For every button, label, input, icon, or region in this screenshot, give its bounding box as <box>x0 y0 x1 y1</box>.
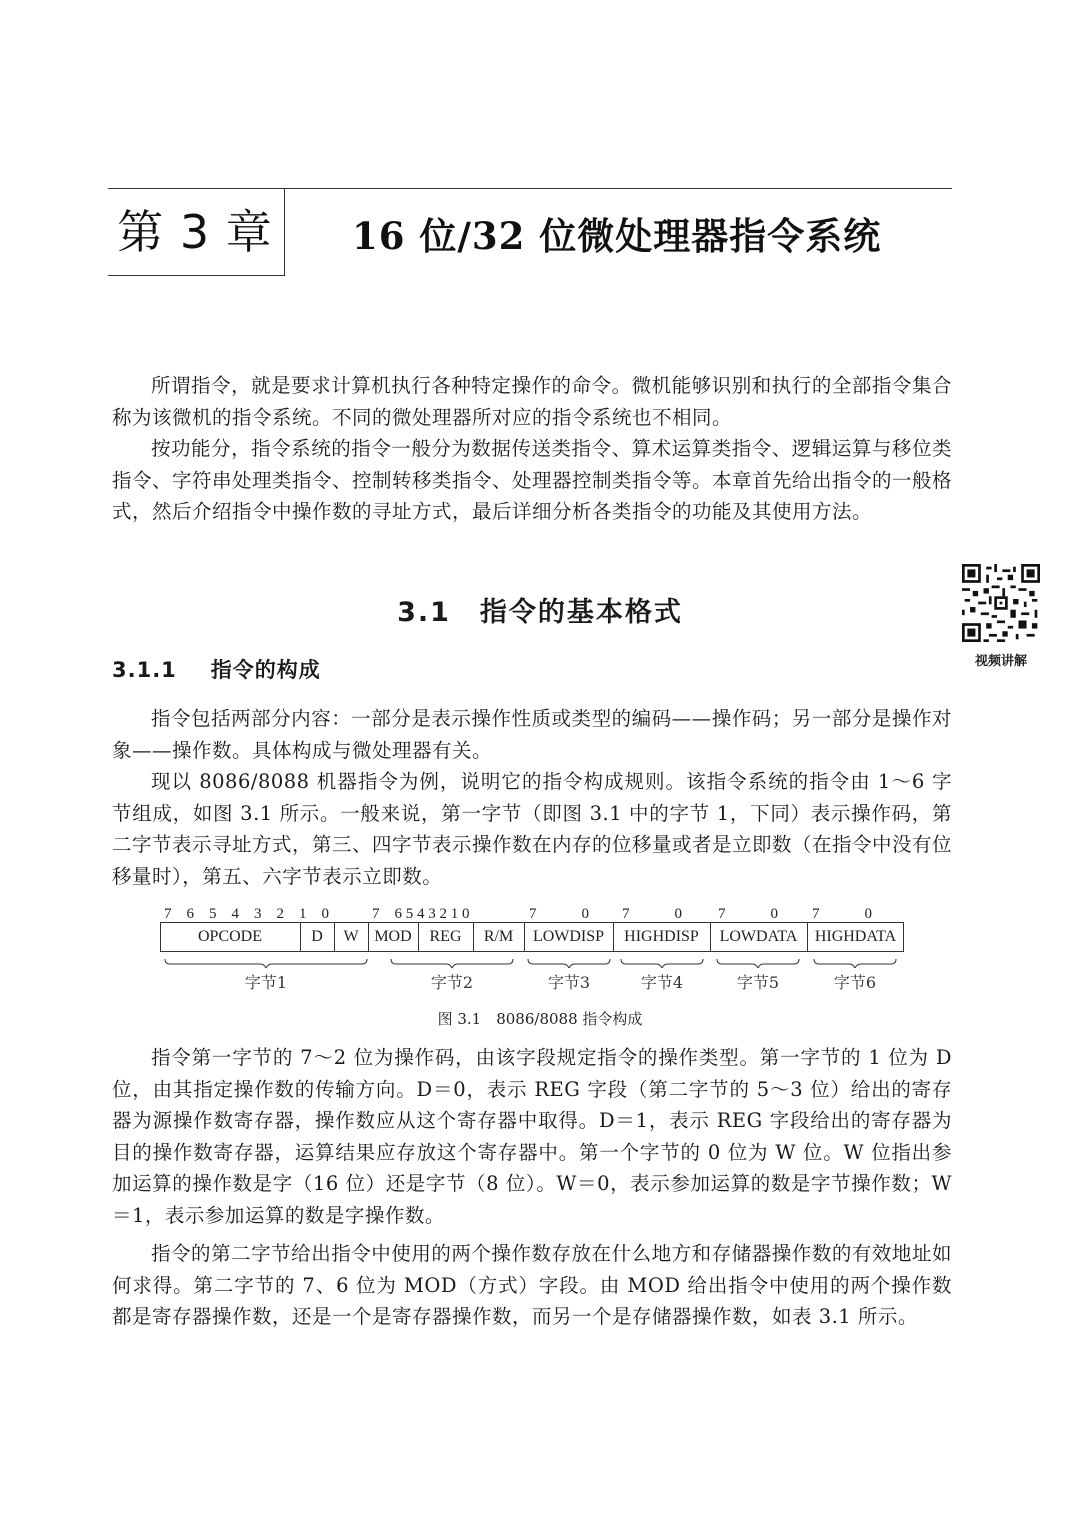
body-paragraph-2: 现以 8086/8088 机器指令为例，说明它的指令构成规则。该指令系统的指令由 1～6 字节组成，如图 3.1 所示。一般来说，第一字节（即图 3.1 中的字节 1，下同）表示操作码，第二字节表示寻址方式，第三、四字节表示操作数在内存的位移量或者是立即数（在指令中没有位移量时），第五、六字节表示立即数。 <box>112 770 953 888</box>
byte-label-3: 字节3 <box>547 973 591 992</box>
bit-label-byte6: 7 0 <box>812 906 873 922</box>
body-paragraph-1: 指令包括两部分内容：一部分是表示操作性质或类型的编码——操作码；另一部分是操作对象——操作数。具体构成与微处理器有关。 <box>112 707 952 762</box>
subsection-title <box>112 654 321 684</box>
chapter-header-rule <box>284 188 952 189</box>
field-lowdisp: LOWDISP <box>532 928 605 945</box>
field-d: D <box>311 928 323 945</box>
byte4-brace <box>620 958 704 968</box>
byte-label-6: 字节6 <box>833 973 877 992</box>
field-mod: MOD <box>374 928 412 945</box>
byte-label-2: 字节2 <box>430 973 474 992</box>
byte6-brace <box>813 958 897 968</box>
qr-code-icon[interactable] <box>962 564 1040 642</box>
field-lowdata: LOWDATA <box>719 928 798 945</box>
body-paragraph-4: 指令的第二字节给出指令中使用的两个操作数存放在什么地方和存储器操作数的有效地址如何求得。第二字节的 7、6 位为 MOD（方式）字段。由 MOD 给出指令中使用的两个操作数都是寄存器操作数，还是一个是寄存器操作数，而另一个是存储器操作数，如表 3.1 所示。 <box>112 1242 952 1328</box>
byte-label-1: 字节1 <box>244 973 288 992</box>
body-paragraph-3: 指令第一字节的 7～2 位为操作码，由该字段规定指令的操作类型。第一字节的 1 位为 D 位，由其指定操作数的传输方向。D＝0，表示 REG 字段（第二字节的 5～3 位）给出的寄存器为源操作数寄存器，操作数应从这个寄存器中取得。D＝1，表示 REG 字段给出的寄存器为目的操作数寄存器，运算结果应存放这个寄存器中。第一个字节的 0 位为 W 位。W 位指出参加运算的操作数是字（16 位）还是字节（8 位）。W＝0，表示参加运算的数是字节操作数；W＝1，表示参加运算的数是字操作数。 <box>112 1046 952 1227</box>
chapter-number: 第 3 章 <box>117 205 273 259</box>
qr-code-label: 视频讲解 <box>974 654 1027 669</box>
byte5-brace <box>716 958 800 968</box>
section-title: 3.1 指令的基本格式 <box>397 597 683 628</box>
field-opcode: OPCODE <box>197 928 262 945</box>
byte2-brace <box>390 958 514 968</box>
field-highdata: HIGHDATA <box>814 928 897 945</box>
byte1-brace <box>164 958 368 968</box>
bit-label-byte5: 7 0 <box>718 906 779 922</box>
field-w: W <box>343 928 359 945</box>
byte3-brace <box>527 958 611 968</box>
field-rm: R/M <box>483 928 514 945</box>
bit-label-byte2: 7 6 5 4 3 2 1 0 <box>372 906 470 922</box>
subsection-name: 指令的构成 <box>210 658 321 682</box>
byte-label-5: 字节5 <box>736 973 780 992</box>
intro-paragraph-2: 按功能分，指令系统的指令一般分为数据传送类指令、算术运算类指令、逻辑运算与移位类指令、字符串处理类指令、控制转移类指令、处理器控制类指令等。本章首先给出指令的一般格式，然后介绍指令中操作数的寻址方式，最后详细分析各类指令的功能及其使用方法。 <box>112 437 953 523</box>
intro-paragraph-1: 所谓指令，就是要求计算机执行各种特定操作的命令。微机能够识别和执行的全部指令集合称为该微机的指令系统。不同的微处理器所对应的指令系统也不相同。 <box>112 374 952 429</box>
field-highdisp: HIGHDISP <box>624 928 699 945</box>
bit-label-byte1: 7 6 5 4 3 2 1 0 <box>164 906 330 922</box>
chapter-title: 16 位/32 位微处理器指令系统 <box>352 214 882 258</box>
subsection-number: 3.1.1 <box>112 658 177 682</box>
bit-label-byte4: 7 0 <box>622 906 683 922</box>
field-reg: REG <box>429 928 462 945</box>
figure-caption: 图 3.1 8086/8088 指令构成 <box>437 1010 643 1028</box>
bit-label-byte3: 7 0 <box>529 906 590 922</box>
byte-label-4: 字节4 <box>640 973 684 992</box>
